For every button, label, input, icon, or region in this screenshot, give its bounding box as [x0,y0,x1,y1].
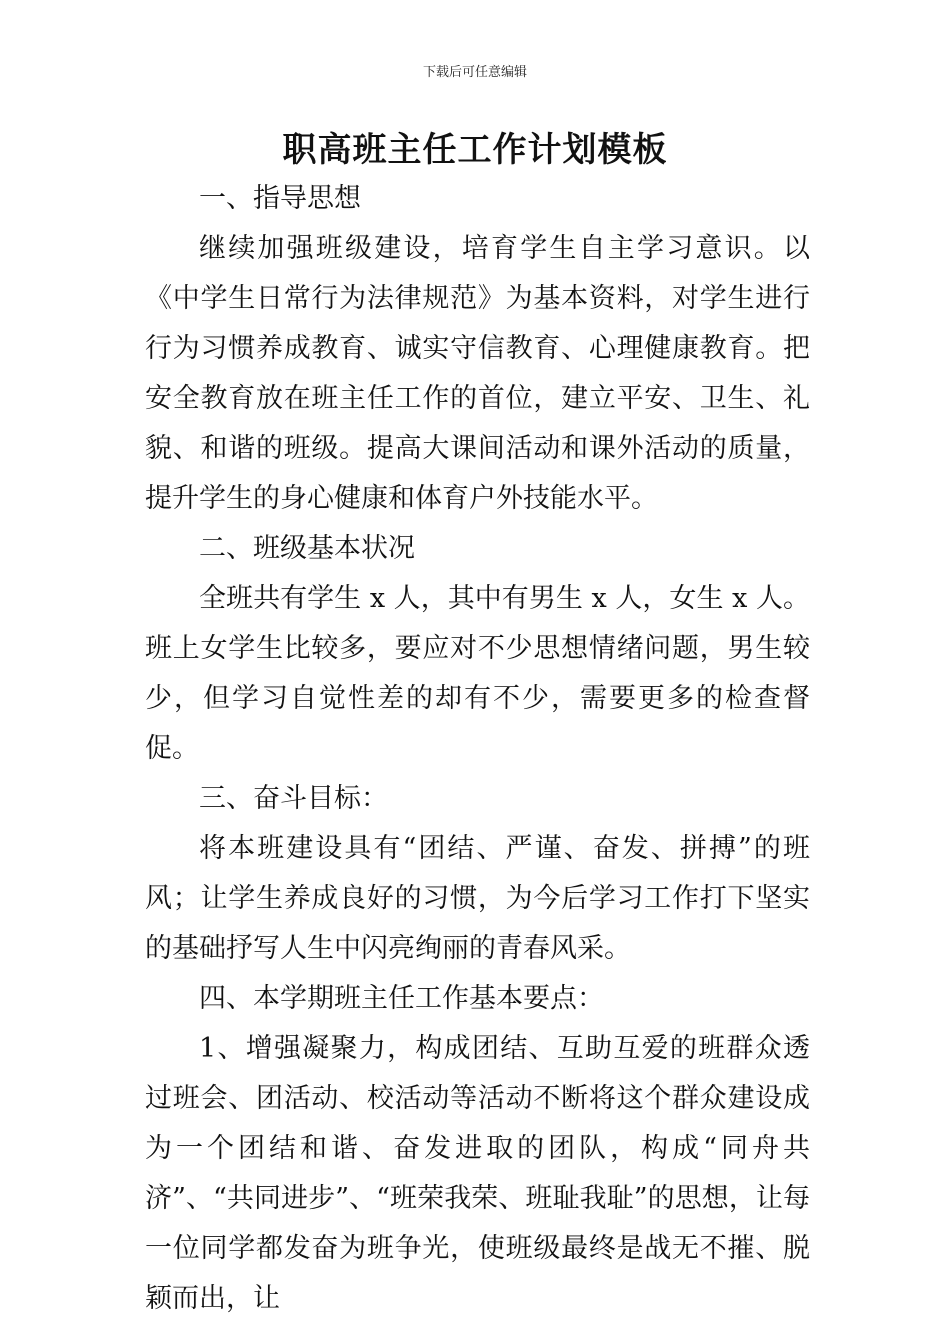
paragraph-goals: 将本班建设具有“团结、严谨、奋发、拼搏”的班风；让学生养成良好的习惯，为今后学习工作打下坚实的基础抒写人生中闪亮绚丽的青春风采。 [145,833,810,964]
document-body [145,174,810,1324]
section-heading-guiding-thought: 一、指导思想 [199,183,361,214]
section-heading-class-status: 二、班级基本状况 [199,533,415,564]
paragraph-guiding-thought: 继续加强班级建设，培育学生自主学习意识。以《中学生日常行为法律规范》为基本资料，对学生进行行为习惯养成教育、诚实守信教育、心理健康教育。把安全教育放在班主任工作的首位，建立平安、卫生、礼貌、和谐的班级。提高大课间活动和课外活动的质量，提升学生的身心健康和体育户外技能水平。 [145,233,810,514]
section-heading-goals: 三、奋斗目标： [199,783,388,814]
paragraph-key-point-1: 1、增强凝聚力，构成团结、互助互爱的班群众透过班会、团活动、校活动等活动不断将这个群众建设成为一个团结和谐、奋发进取的团队，构成“同舟共济”、“共同进步”、“班荣我荣、班耻我耻”的思想，让每一位同学都发奋为班争光，使班级最终是战无不摧、脱颖而出，让 [145,1033,810,1314]
document-title: 职高班主任工作计划模板 [282,130,668,170]
section-heading-key-points: 四、本学期班主任工作基本要点： [199,983,604,1014]
paragraph-class-status: 全班共有学生 x 人，其中有男生 x 人，女生 x 人。班上女学生比较多，要应对不少思想情绪问题，男生较少，但学习自觉性差的却有不少，需要更多的检查督促。 [145,583,810,764]
header-note: 下载后可任意编辑 [422,65,527,80]
